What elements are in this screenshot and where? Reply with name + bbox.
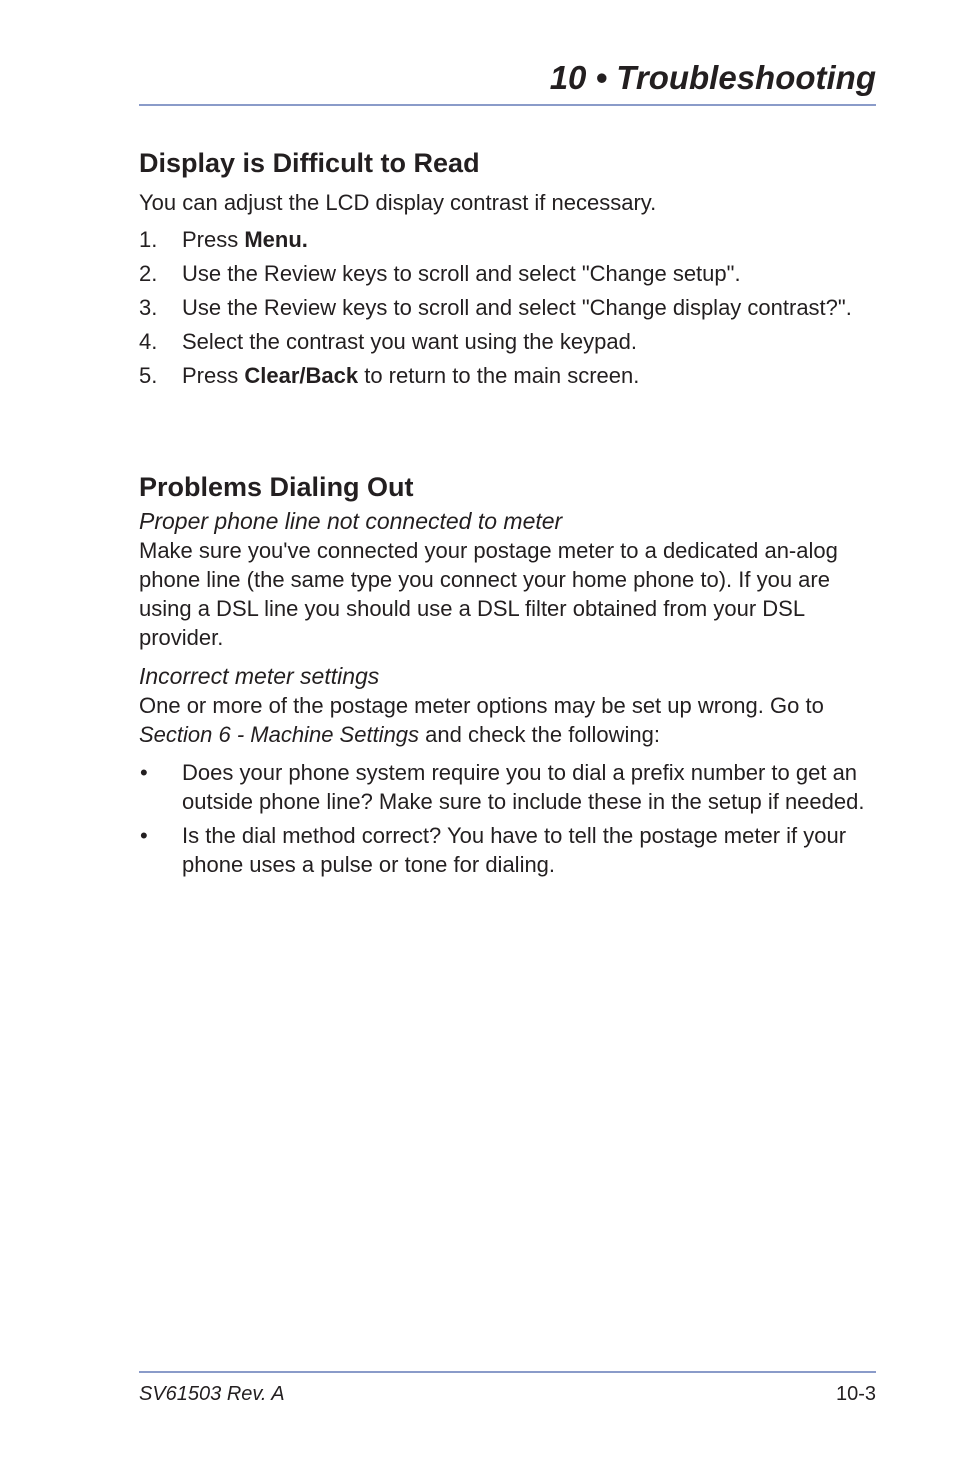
step-number: 1.	[139, 227, 158, 252]
step-number: 2.	[139, 261, 158, 286]
section-heading-display: Display is Difficult to Read	[139, 148, 480, 178]
bullet-icon: •	[140, 760, 148, 785]
paragraph-meter-settings	[139, 691, 879, 749]
step-text: Use the Review keys to scroll and select "Change display contrast?".	[182, 295, 852, 320]
document-id: SV61503 Rev. A	[139, 1383, 285, 1405]
step-number: 4.	[139, 329, 158, 354]
subheading-phone-line: Proper phone line not connected to meter	[139, 508, 563, 534]
page-footer	[139, 1371, 876, 1405]
section-spacer	[139, 395, 879, 467]
step-text: Select the contrast you want using the keypad.	[182, 329, 637, 354]
list-item	[139, 361, 879, 390]
step-text: Press	[182, 227, 245, 252]
subheading-meter-settings: Incorrect meter settings	[139, 663, 380, 689]
list-item	[139, 821, 879, 879]
section-heading-dialing: Problems Dialing Out	[139, 472, 414, 502]
step-list	[139, 225, 879, 390]
bullet-list	[139, 758, 879, 879]
section-reference: Section 6 - Machine Settings	[139, 722, 420, 747]
paragraph-text: One or more of the postage meter options may be set up wrong. Go to	[139, 693, 824, 718]
step-text: Press	[182, 363, 245, 388]
section-intro: You can adjust the LCD display contrast if necessary.	[139, 190, 657, 215]
bullet-text: Is the dial method correct? You have to tell the postage meter if your phone uses a pulse or tone for dialing.	[182, 823, 847, 877]
step-text-after: to return to the main screen.	[358, 363, 640, 388]
chapter-title: 10 • Troubleshooting	[549, 59, 876, 96]
step-number: 3.	[139, 295, 158, 320]
page-number: 10-3	[835, 1383, 876, 1405]
list-item	[139, 225, 879, 254]
bullet-text: Does your phone system require you to dial a prefix number to get an outside phone line? Make sure to include these in the setup if needed.	[182, 760, 865, 814]
list-item	[139, 293, 879, 322]
page-header	[139, 56, 876, 106]
step-bold-text: Menu.	[244, 227, 308, 252]
step-number: 5.	[139, 363, 158, 388]
paragraph-text-after: and check the following:	[419, 722, 660, 747]
bullet-icon: •	[140, 823, 148, 848]
page-content	[139, 143, 879, 884]
paragraph-phone-line: Make sure you've connected your postage meter to a dedicated an-alog phone line (the same type you connect your home phone to). If you are using a DSL line you should use a DSL filter obtained from your DSL provider.	[139, 538, 838, 650]
step-bold-text: Clear/Back	[244, 363, 359, 388]
step-text: Use the Review keys to scroll and select "Change setup".	[182, 261, 741, 286]
list-item	[139, 758, 879, 816]
list-item	[139, 327, 879, 356]
list-item	[139, 259, 879, 288]
